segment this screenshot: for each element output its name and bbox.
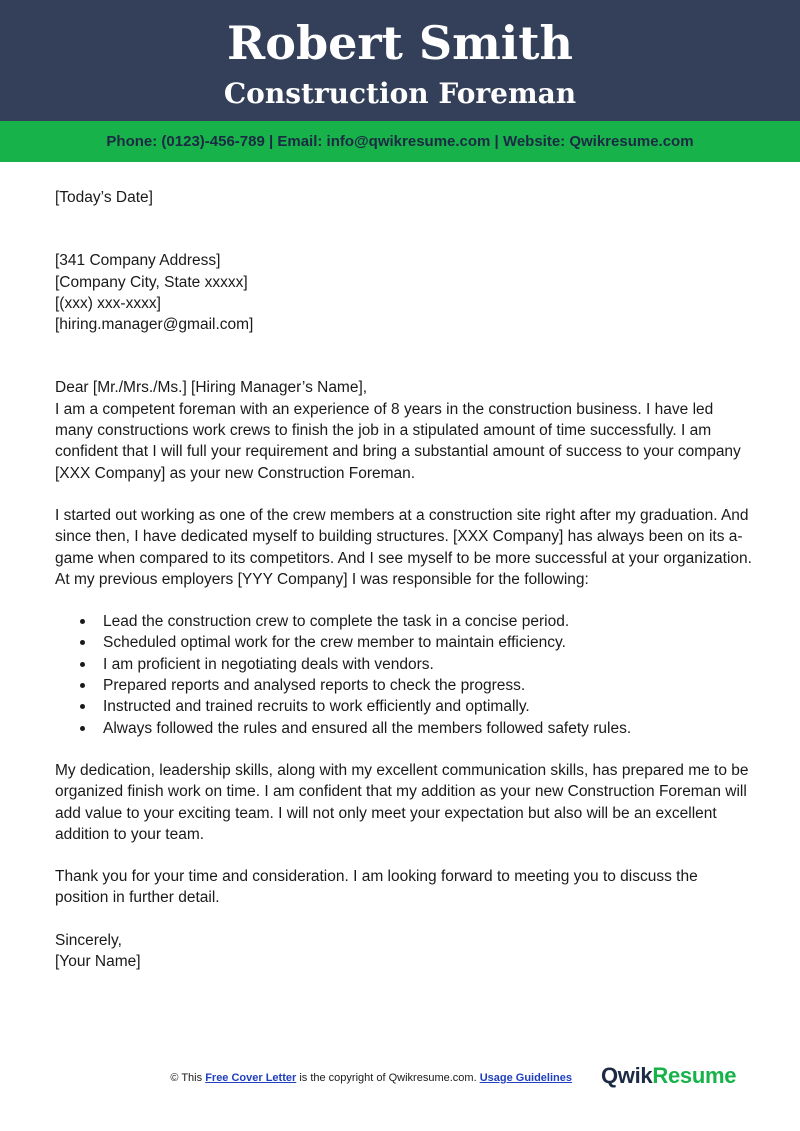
signoff: Sincerely,: [55, 931, 122, 949]
list-item: I am proficient in negotiating deals with vendors.: [103, 654, 755, 675]
contact-website[interactable]: Website: Qwikresume.com: [502, 133, 694, 150]
recipient-address: [55, 250, 755, 335]
list-item: Prepared reports and analysed reports to check the progress.: [103, 675, 755, 696]
qwikresume-logo[interactable]: [601, 1063, 736, 1089]
usage-guidelines-link[interactable]: Usage Guidelines: [479, 1072, 572, 1084]
free-cover-letter-link[interactable]: Free Cover Letter: [205, 1072, 297, 1084]
paragraph-experience: I started out working as one of the crew members at a construction site right after my graduation. And since then, I have dedicated myself to building structures. [XXX Company] has always been on its a-game when compared to its competitors. And I see myself to be more successful at your organization. At my previous employers [YYY Company] I was responsible for the following:: [55, 506, 752, 588]
copyright-middle: is the copyright of Qwikresume.com.: [296, 1072, 480, 1084]
address-line: [341 Company Address]: [55, 252, 221, 270]
contact-separator: |: [490, 133, 503, 150]
address-line: [Company City, State xxxxx]: [55, 273, 248, 291]
resume-header: [0, 0, 800, 121]
letter-body: [55, 187, 755, 972]
address-line: [(xxx) xxx-xxxx]: [55, 294, 161, 312]
applicant-name: Robert Smith: [227, 16, 573, 70]
page-footer: [0, 1062, 800, 1092]
list-item: Instructed and trained recruits to work efficiently and optimally.: [103, 696, 755, 717]
paragraph-dedication: My dedication, leadership skills, along with my excellent communication skills, has prepared me to be organized finish work on time. I am confident that my addition as your new Construction Foreman will add value to your exciting team. I will not only meet your expectation but also will be an excellent addition to your team.: [55, 761, 749, 843]
paragraph-thanks: Thank you for your time and consideration. I am looking forward to meeting you to discuss the position in further detail.: [55, 868, 698, 907]
list-item: Always followed the rules and ensured all the members followed safety rules.: [103, 718, 755, 739]
logo-text-qwik: Qwik: [601, 1063, 653, 1088]
salutation: Dear [Mr./Mrs./Ms.] [Hiring Manager’s Name],: [55, 379, 368, 397]
contact-phone: Phone: (0123)-456-789: [106, 133, 265, 150]
logo-text-resume: Resume: [652, 1063, 737, 1088]
responsibilities-list: [55, 611, 755, 739]
copyright-notice: [0, 1072, 572, 1084]
paragraph-intro: I am a competent foreman with an experience of 8 years in the construction business. I have led many constructions work crews to finish the job in a stipulated amount of time successfully. I am confident that I will full your requirement and bring a substantial amount of success to your company [XXX Company] as your new Construction Foreman.: [55, 400, 741, 482]
contact-email[interactable]: Email: info@qwikresume.com: [277, 133, 491, 150]
list-item: Scheduled optimal work for the crew member to maintain efficiency.: [103, 632, 755, 653]
signature: [Your Name]: [55, 953, 141, 971]
job-title: Construction Foreman: [223, 77, 577, 110]
copyright-prefix: © This: [170, 1072, 206, 1084]
address-line: [hiring.manager@gmail.com]: [55, 316, 254, 334]
contact-bar: [0, 121, 800, 162]
letter-date: [Today’s Date]: [55, 189, 153, 206]
list-item: Lead the construction crew to complete the task in a concise period.: [103, 611, 755, 632]
contact-separator: |: [264, 133, 278, 150]
